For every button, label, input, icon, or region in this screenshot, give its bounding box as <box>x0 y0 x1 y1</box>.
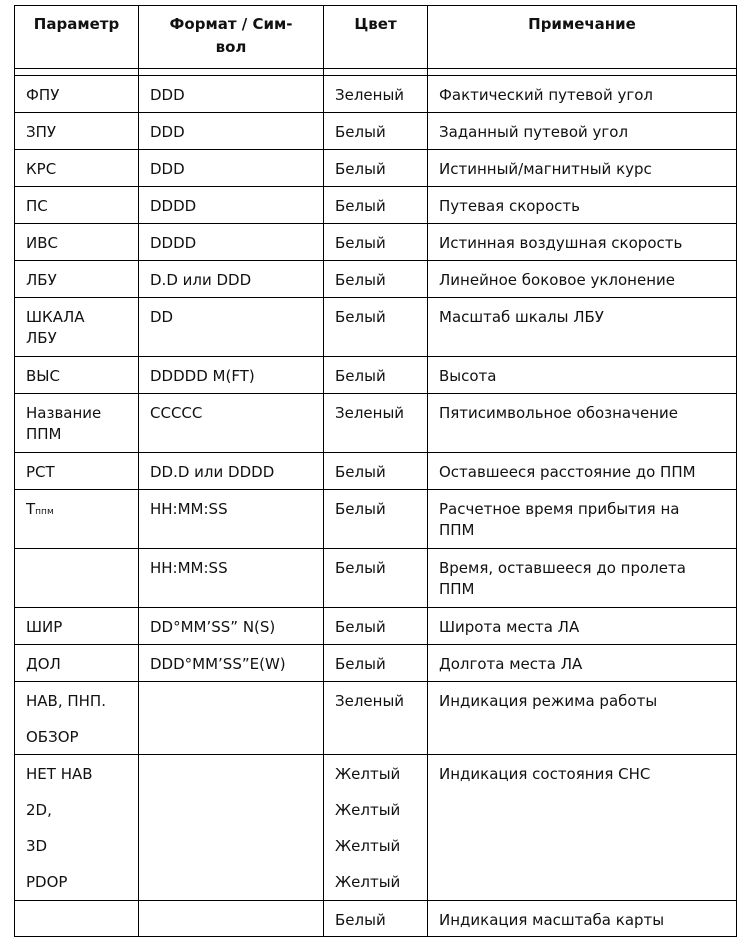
table-row <box>15 298 737 357</box>
note-cell: Фактический путевой угол <box>428 76 737 113</box>
color-cell: Белый <box>324 490 428 549</box>
header-format: Формат / Сим- вол <box>139 6 324 69</box>
table-row <box>15 357 737 394</box>
note-cell: Заданный путевой угол <box>428 113 737 150</box>
table-row <box>15 150 737 187</box>
table-row <box>15 608 737 645</box>
table-row <box>15 76 737 113</box>
color-cell: Белый <box>324 187 428 224</box>
param-cell: РСТ <box>15 453 139 490</box>
format-cell: D.D или DDD <box>139 261 324 298</box>
color-cell: Белый <box>324 224 428 261</box>
note-cell: Индикация масштаба карты <box>428 901 737 937</box>
note-cell: Масштаб шкалы ЛБУ <box>428 298 737 357</box>
note-cell: Линейное боковое уклонение <box>428 261 737 298</box>
param-cell <box>15 549 139 608</box>
format-cell <box>139 901 324 937</box>
format-cell: DD <box>139 298 324 357</box>
note-cell: Высота <box>428 357 737 394</box>
format-cell: DDDD <box>139 224 324 261</box>
format-cell: HH:MM:SS <box>139 549 324 608</box>
table-header <box>15 6 737 69</box>
header-parameter: Параметр <box>15 6 139 69</box>
format-cell: HH:MM:SS <box>139 490 324 549</box>
table-row <box>15 261 737 298</box>
format-cell: DD°MM’SS” N(S) <box>139 608 324 645</box>
table-row <box>15 755 737 901</box>
format-cell: DDD°MM’SS”E(W) <box>139 645 324 682</box>
note-cell: Индикация состояния СНС <box>428 755 737 901</box>
table-row <box>15 394 737 453</box>
parameters-table <box>14 5 737 937</box>
format-cell <box>139 682 324 755</box>
note-cell: Путевая скорость <box>428 187 737 224</box>
color-cell: Белый <box>324 298 428 357</box>
note-cell: Истинный/магнитный курс <box>428 150 737 187</box>
color-cell: Белый <box>324 113 428 150</box>
format-cell: DDDD <box>139 187 324 224</box>
note-cell: Пятисимвольное обозначение <box>428 394 737 453</box>
param-cell: ЗПУ <box>15 113 139 150</box>
table-row <box>15 224 737 261</box>
color-cell: Желтый Желтый Желтый Желтый <box>324 755 428 901</box>
color-cell: Белый <box>324 645 428 682</box>
table-row <box>15 901 737 937</box>
table-row <box>15 113 737 150</box>
format-cell: DDDDD M(FT) <box>139 357 324 394</box>
param-cell: НАВ, ПНП. ОБЗОР <box>15 682 139 755</box>
param-cell: ПС <box>15 187 139 224</box>
param-cell: ШКАЛА ЛБУ <box>15 298 139 357</box>
table-row <box>15 549 737 608</box>
header-note: Примечание <box>428 6 737 69</box>
spacer-cell <box>15 69 139 76</box>
color-cell: Белый <box>324 261 428 298</box>
param-cell <box>15 490 139 549</box>
color-cell: Белый <box>324 901 428 937</box>
table-row <box>15 187 737 224</box>
color-cell: Зеленый <box>324 682 428 755</box>
format-cell: DDD <box>139 150 324 187</box>
spacer-cell <box>139 69 324 76</box>
header-spacer-row <box>15 69 737 76</box>
note-cell: Индикация режима работы <box>428 682 737 755</box>
param-cell <box>15 901 139 937</box>
note-cell: Истинная воздушная скорость <box>428 224 737 261</box>
param-cell: НЕТ НАВ 2D, 3D PDOP <box>15 755 139 901</box>
color-cell: Белый <box>324 549 428 608</box>
param-cell: ШИР <box>15 608 139 645</box>
param-cell: ФПУ <box>15 76 139 113</box>
note-cell: Расчетное время прибытия на ППМ <box>428 490 737 549</box>
table-row <box>15 682 737 755</box>
color-cell: Зеленый <box>324 394 428 453</box>
param-cell: ЛБУ <box>15 261 139 298</box>
format-cell <box>139 755 324 901</box>
note-cell: Оставшееся расстояние до ППМ <box>428 453 737 490</box>
spacer-cell <box>324 69 428 76</box>
color-cell: Белый <box>324 453 428 490</box>
param-cell: Название ППМ <box>15 394 139 453</box>
note-cell: Долгота места ЛА <box>428 645 737 682</box>
format-cell: DDD <box>139 113 324 150</box>
table-row <box>15 453 737 490</box>
color-cell: Белый <box>324 150 428 187</box>
header-color: Цвет <box>324 6 428 69</box>
param-cell: ДОЛ <box>15 645 139 682</box>
table-row <box>15 490 737 549</box>
note-cell: Время, оставшееся до пролета ППМ <box>428 549 737 608</box>
note-cell: Широта места ЛА <box>428 608 737 645</box>
format-cell: CCCCC <box>139 394 324 453</box>
param-subscript: ппм <box>35 507 54 517</box>
param-cell: ИВС <box>15 224 139 261</box>
spacer-cell <box>428 69 737 76</box>
color-cell: Белый <box>324 608 428 645</box>
format-cell: DD.D или DDDD <box>139 453 324 490</box>
color-cell: Белый <box>324 357 428 394</box>
param-cell: ВЫС <box>15 357 139 394</box>
param-main: Т <box>26 500 36 518</box>
color-cell: Зеленый <box>324 76 428 113</box>
table-row <box>15 645 737 682</box>
param-cell: КРС <box>15 150 139 187</box>
format-cell: DDD <box>139 76 324 113</box>
